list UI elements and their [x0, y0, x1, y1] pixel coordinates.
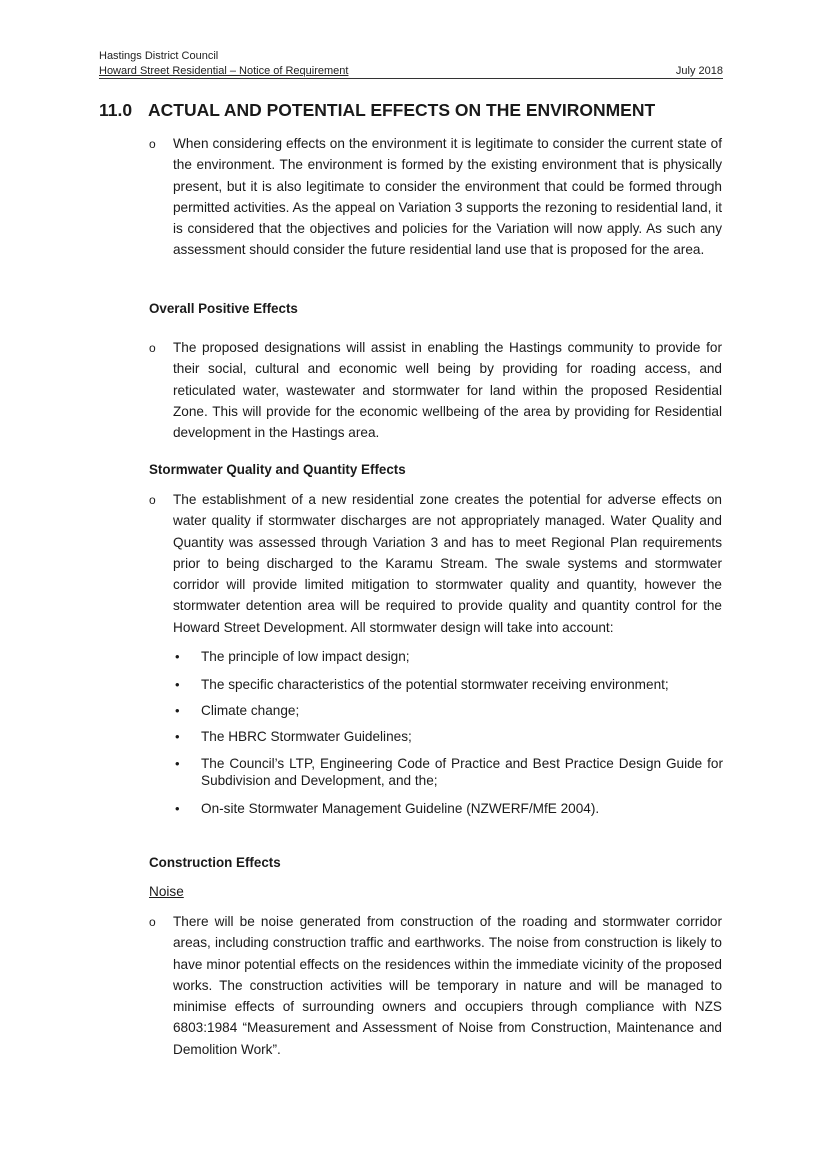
header-doc-title: Howard Street Residential – Notice of Requirement — [99, 65, 349, 77]
construction-heading: Construction Effects — [149, 855, 281, 870]
list-bullet: • — [175, 756, 180, 771]
stormwater-list-item: The HBRC Stormwater Guidelines; — [201, 729, 412, 744]
list-bullet: • — [175, 729, 180, 744]
bullet-marker: o — [149, 493, 156, 507]
bullet-marker: o — [149, 137, 156, 151]
list-bullet: • — [175, 649, 180, 664]
header-date: July 2018 — [675, 65, 723, 77]
stormwater-list-item: The principle of low impact design; — [201, 649, 410, 664]
stormwater-list-item: On-site Stormwater Management Guideline (NZWERF/MfE 2004). — [201, 801, 600, 816]
bullet-marker: o — [149, 915, 156, 929]
intro-paragraph: When considering effects on the environment it is legitimate to consider the current state of the environment. The environment is formed by the existing environment that is physically present, but it is also legitimate to consider the environment that could be formed through permitted activities. As the appeal on Variation 3 supports the rezoning to residential land, it is considered that the objectives and policies for the Variation will now apply. As such any assessment should consider the future residential land use that is proposed for the area. — [173, 136, 722, 258]
header-org: Hastings District Council — [99, 50, 219, 62]
list-bullet: • — [175, 801, 180, 816]
stormwater-list-item: The Council’s LTP, Engineering Code of Practice and Best Practice Design Guide for Subdivision and Development, and the; — [201, 756, 723, 788]
list-bullet: • — [175, 703, 180, 718]
section-heading — [99, 100, 655, 121]
section-number: 11.0 — [99, 100, 133, 120]
stormwater-paragraph: The establishment of a new residential zone creates the potential for adverse effects on water quality if stormwater discharges are not appropriately managed. Water Quality and Quantity was assessed through Variation 3 and has to meet Regional Plan requirements prior to being discharged to the Karamu Stream. The swale systems and stormwater corridor will provide limited mitigation to stormwater quality and quantity, however the stormwater detention area will be required to provide quality and quantity control for the Howard Street Development. All stormwater design will take into account: — [173, 492, 722, 635]
positive-effects-heading: Overall Positive Effects — [149, 301, 298, 316]
bullet-marker: o — [149, 341, 156, 355]
list-bullet: • — [175, 677, 180, 692]
stormwater-heading: Stormwater Quality and Quantity Effects — [149, 462, 406, 477]
stormwater-list-item: The specific characteristics of the potential stormwater receiving environment; — [201, 677, 669, 692]
stormwater-list-item: Climate change; — [201, 703, 300, 718]
header-rule — [99, 78, 723, 79]
section-title: ACTUAL AND POTENTIAL EFFECTS ON THE ENVIRONMENT — [148, 100, 656, 120]
header-line — [99, 64, 723, 78]
positive-effects-paragraph: The proposed designations will assist in enabling the Hastings community to provide for their social, cultural and economic well being by providing for roading access, and reticulated water, wastewater and stormwater for land within the proposed Residential Zone. This will provide for the economic wellbeing of the area by providing for Residential development in the Hastings area. — [173, 340, 722, 441]
noise-paragraph: There will be noise generated from construction of the roading and stormwater corridor areas, including construction traffic and earthworks. The noise from construction is likely to have minor potential effects on the residences within the immediate vicinity of the proposed works. The construction activities will be temporary in nature and will be managed to minimise effects of surrounding owners and occupiers through compliance with NZS 6803:1984 “Measurement and Assessment of Noise from Construction, Maintenance and Demolition Work”. — [173, 914, 722, 1057]
noise-subheading: Noise — [149, 884, 184, 899]
